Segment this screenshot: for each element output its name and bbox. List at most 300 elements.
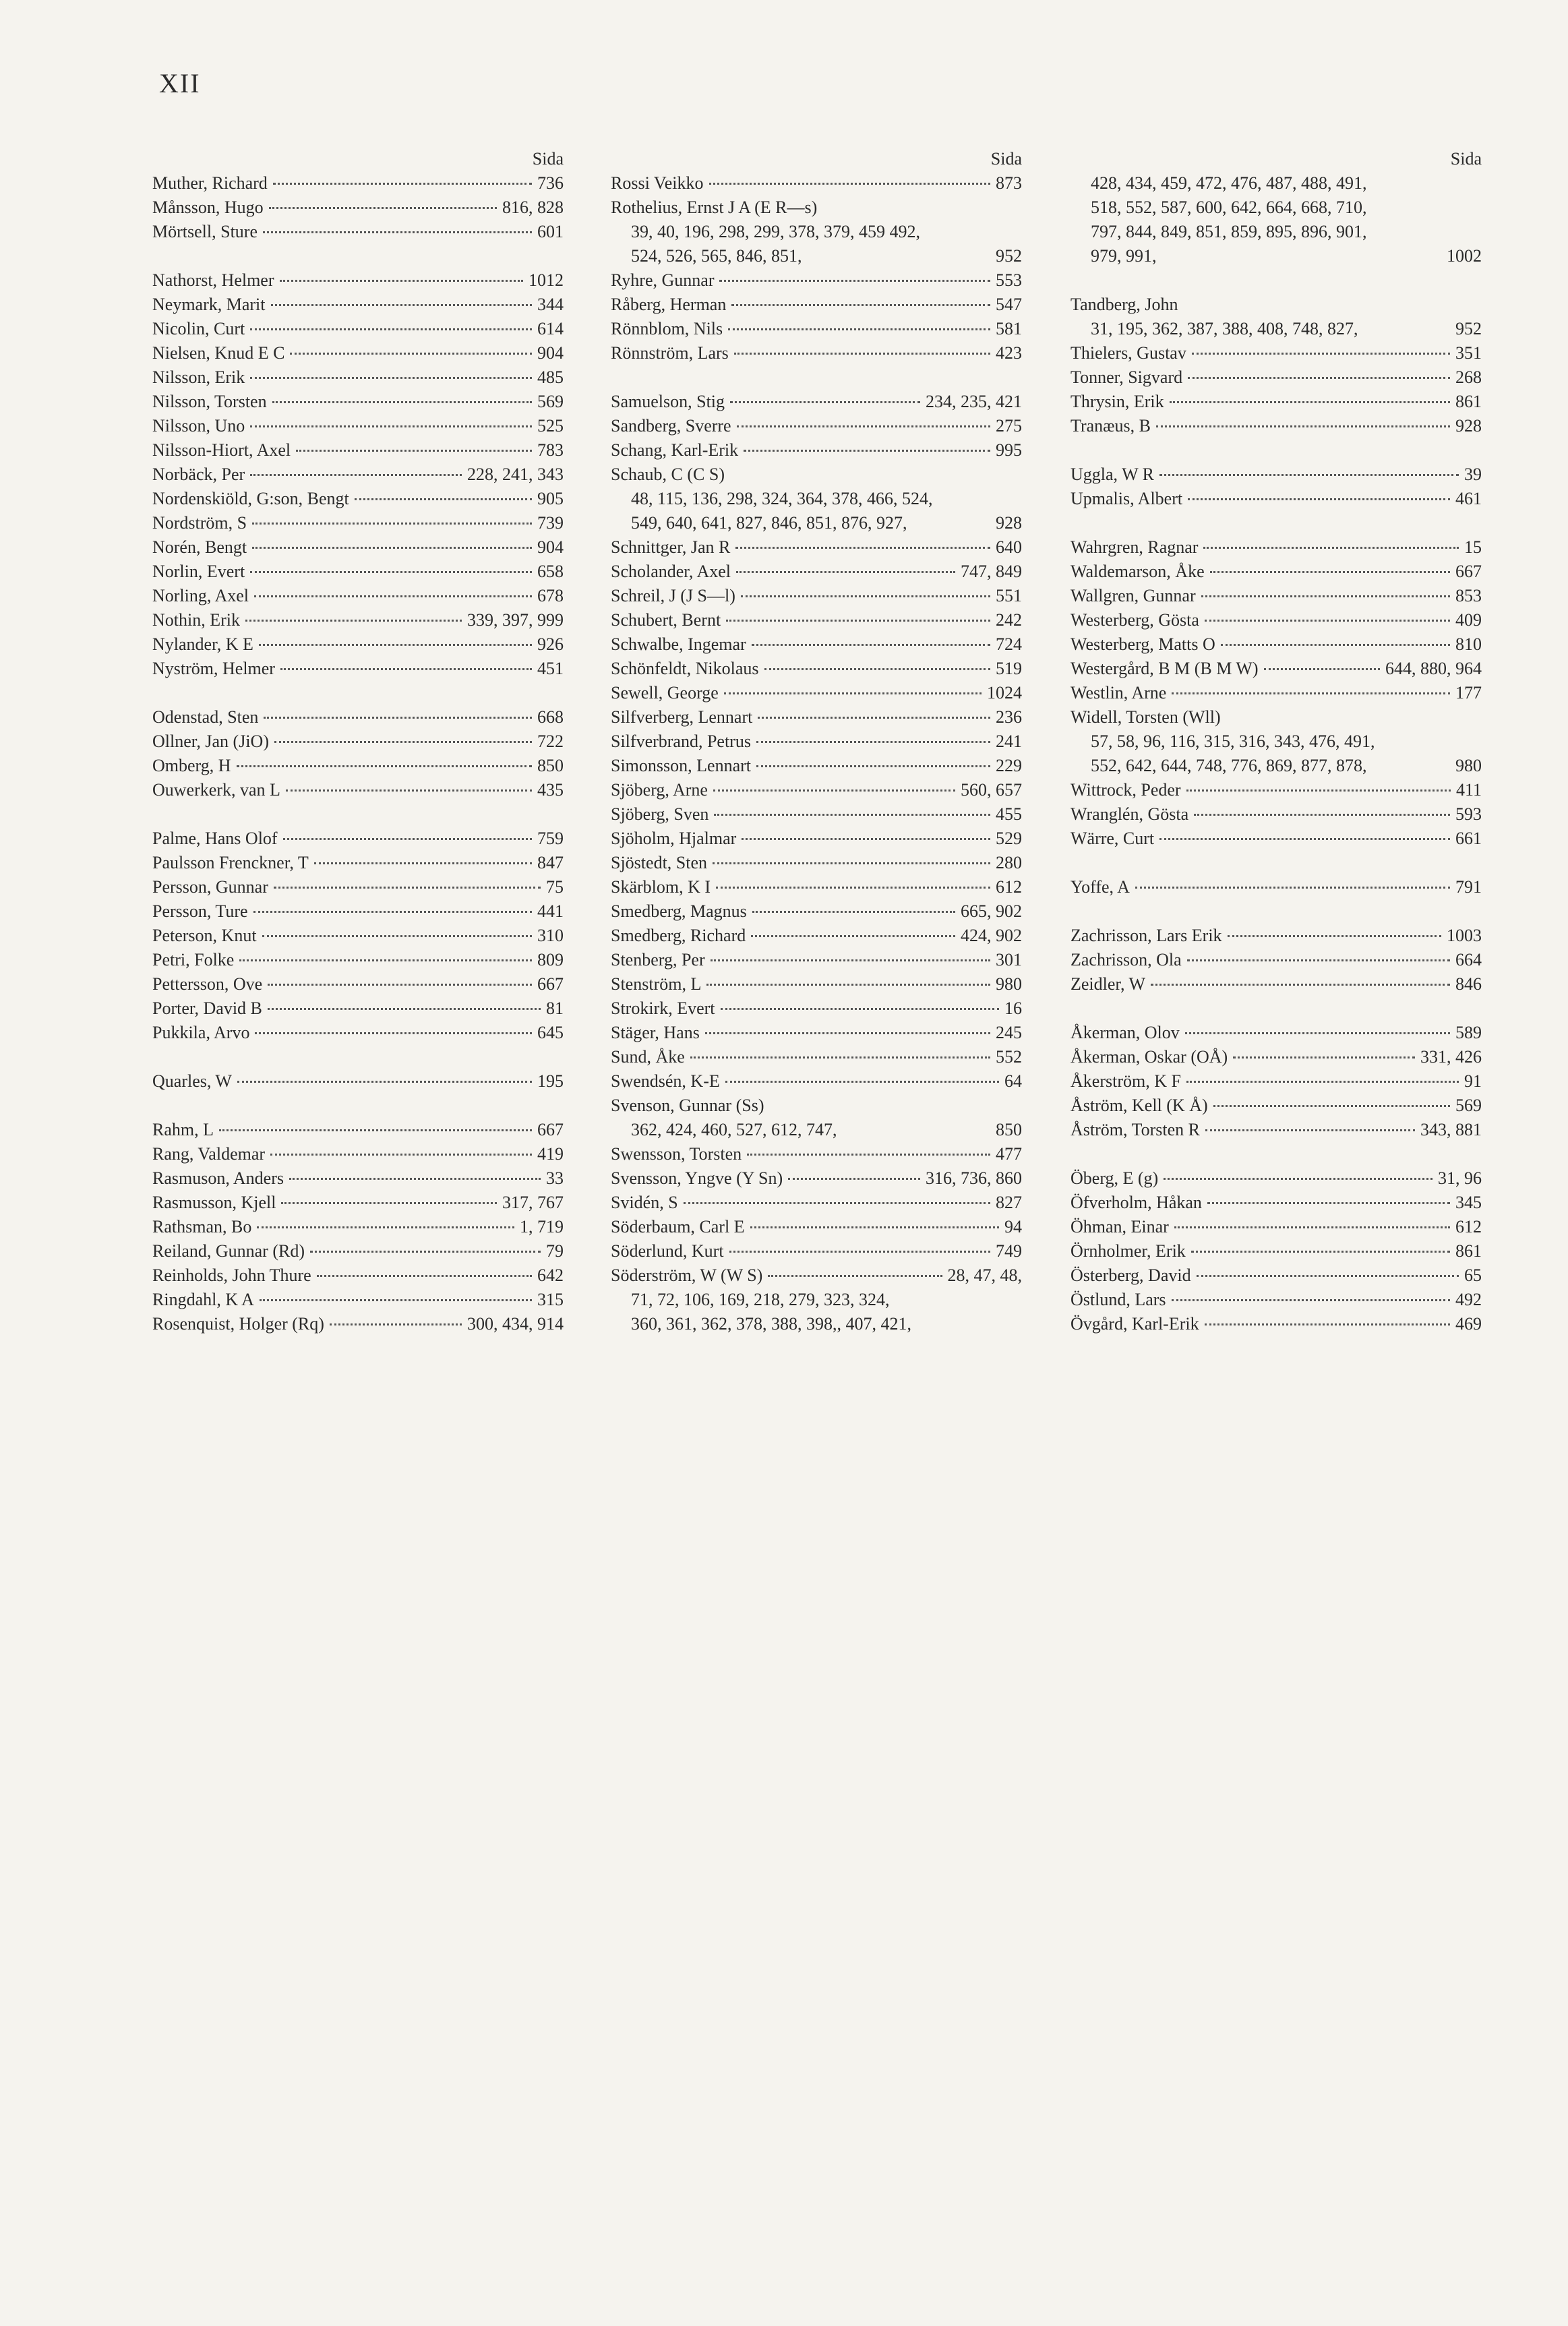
entry-name: Nathorst, Helmer	[152, 270, 274, 290]
dot-leader	[716, 886, 990, 889]
index-entry	[1071, 681, 1482, 705]
entry-pages: 747, 849	[961, 562, 1022, 581]
dot-leader	[713, 789, 955, 792]
entry-pages: 667	[537, 974, 564, 994]
index-entry	[611, 1045, 1022, 1069]
dot-leader	[355, 498, 532, 500]
index-entry	[611, 317, 1022, 341]
entry-pages: 469	[1455, 1314, 1482, 1334]
entry-pages: 642	[537, 1265, 564, 1285]
dot-leader	[1164, 1177, 1433, 1180]
entry-pages: 827	[996, 1193, 1022, 1212]
entry-pages: 791	[1455, 877, 1482, 897]
index-entry	[611, 171, 1022, 196]
index-entry	[1071, 463, 1482, 487]
section-gap	[611, 365, 1022, 390]
entry-name: Samuelson, Stig	[611, 392, 725, 411]
index-entry	[1071, 778, 1482, 802]
entry-pages: 477	[996, 1144, 1022, 1164]
sida-header: Sida	[990, 149, 1022, 169]
index-entry	[152, 365, 564, 390]
dot-leader	[1174, 1226, 1450, 1228]
dot-leader	[1207, 1201, 1450, 1204]
index-entry	[1071, 827, 1482, 851]
entry-pages: 614	[537, 319, 564, 338]
index-entry	[152, 1215, 564, 1239]
section-gap	[152, 1045, 564, 1069]
entry-pages: 300, 434, 914	[467, 1314, 564, 1334]
entry-name: Persson, Ture	[152, 901, 248, 921]
dot-leader	[219, 1129, 532, 1131]
entry-name: Rönnblom, Nils	[611, 319, 723, 338]
entry-name: Smedberg, Magnus	[611, 901, 747, 921]
entry-name: Schubert, Bernt	[611, 610, 721, 630]
dot-leader	[237, 765, 532, 767]
dot-leader	[768, 1274, 942, 1277]
dot-leader	[250, 473, 462, 476]
index-entry	[1071, 535, 1482, 560]
entry-name: Westerberg, Gösta	[1071, 610, 1199, 630]
dot-leader	[1197, 1274, 1459, 1277]
dot-leader	[274, 886, 541, 889]
index-entry	[152, 487, 564, 511]
dot-leader	[744, 449, 990, 452]
index-entry	[611, 584, 1022, 608]
entry-name: Wahrgren, Ragnar	[1071, 537, 1199, 557]
index-entry	[152, 1263, 564, 1288]
index-entry	[152, 705, 564, 729]
entry-name: Omberg, H	[152, 756, 231, 775]
dot-leader	[736, 570, 955, 573]
index-entry	[1071, 802, 1482, 827]
dot-leader	[731, 303, 990, 306]
dot-leader	[741, 595, 990, 597]
entry-pages: 310	[537, 926, 564, 945]
entry-name: Åkerström, K F	[1071, 1071, 1181, 1091]
entry-name: Norlin, Evert	[152, 562, 245, 581]
entry-pages: 644, 880, 964	[1385, 659, 1482, 678]
index-entry	[611, 899, 1022, 924]
dot-leader	[254, 595, 532, 597]
index-entry	[1071, 875, 1482, 899]
entry-pages: 280	[996, 853, 1022, 872]
dot-leader	[270, 1153, 532, 1156]
entry-name: Widell, Torsten (Wll)	[1071, 707, 1221, 727]
index-entry-continuation	[611, 511, 1022, 535]
continuation-final-page: 1002	[1447, 246, 1482, 266]
entry-pages: 79	[546, 1241, 564, 1261]
dot-leader	[752, 643, 990, 646]
dot-leader	[280, 667, 532, 670]
entry-pages: 39	[1464, 465, 1482, 484]
dot-leader	[1185, 1032, 1450, 1034]
entry-pages: 435	[537, 780, 564, 800]
dot-leader	[1210, 570, 1450, 573]
entry-pages: 667	[1455, 562, 1482, 581]
entry-name: Stenberg, Per	[611, 950, 705, 970]
entry-name: Ouwerkerk, van L	[152, 780, 280, 800]
entry-pages: 560, 657	[961, 780, 1022, 800]
index-entry	[152, 899, 564, 924]
continuation-pages: 518, 552, 587, 600, 642, 664, 668, 710,	[1091, 198, 1367, 217]
index-entry	[152, 948, 564, 972]
index-entry	[1071, 584, 1482, 608]
index-entry	[611, 1215, 1022, 1239]
entry-name: Simonsson, Lennart	[611, 756, 751, 775]
entry-pages: 275	[996, 416, 1022, 436]
entry-name: Pukkila, Arvo	[152, 1023, 250, 1042]
index-entry	[611, 1191, 1022, 1215]
index-entry	[611, 729, 1022, 754]
continuation-pages: 71, 72, 106, 169, 218, 279, 323, 324,	[631, 1290, 890, 1309]
entry-pages: 228, 241, 343	[467, 465, 564, 484]
entry-name: Råberg, Herman	[611, 295, 727, 314]
entry-pages: 905	[537, 489, 564, 508]
entry-pages: 1012	[529, 270, 564, 290]
index-entry	[1071, 1069, 1482, 1094]
entry-pages: 645	[537, 1023, 564, 1042]
entry-name: Svensson, Yngve (Y Sn)	[611, 1168, 783, 1188]
index-entry-continuation	[611, 244, 1022, 268]
entry-pages: 75	[546, 877, 564, 897]
entry-pages: 344	[537, 295, 564, 314]
index-entry	[1071, 341, 1482, 365]
entry-pages: 81	[546, 998, 564, 1018]
index-entry	[611, 1021, 1022, 1045]
entry-name: Upmalis, Albert	[1071, 489, 1183, 508]
entry-name: Nicolin, Curt	[152, 319, 245, 338]
dot-leader	[1203, 546, 1459, 549]
index-entry	[611, 341, 1022, 365]
index-entry	[611, 463, 1022, 487]
dot-leader	[286, 789, 532, 792]
dot-leader	[250, 425, 532, 427]
index-entry	[1071, 365, 1482, 390]
continuation-pages: 57, 58, 96, 116, 315, 316, 343, 476, 491,	[1091, 732, 1375, 751]
entry-pages: 724	[996, 634, 1022, 654]
entry-pages: 668	[537, 707, 564, 727]
entry-pages: 678	[537, 586, 564, 605]
index-entry	[152, 317, 564, 341]
continuation-final-page: 850	[996, 1120, 1022, 1139]
index-entry	[152, 657, 564, 681]
section-gap	[1071, 438, 1482, 463]
entry-name: Nilsson, Uno	[152, 416, 245, 436]
entry-name: Reinholds, John Thure	[152, 1265, 311, 1285]
entry-pages: 847	[537, 853, 564, 872]
entry-name: Örnholmer, Erik	[1071, 1241, 1186, 1261]
entry-name: Thrysin, Erik	[1071, 392, 1164, 411]
dot-leader	[281, 1201, 497, 1204]
index-entry-continuation	[1071, 171, 1482, 196]
index-entry	[1071, 1045, 1482, 1069]
continuation-final-page: 952	[1455, 319, 1482, 338]
dot-leader	[317, 1274, 532, 1277]
index-entry	[611, 875, 1022, 899]
continuation-pages: 39, 40, 196, 298, 299, 378, 379, 459 492,	[631, 222, 920, 241]
dot-leader	[264, 716, 532, 719]
entry-pages: 926	[537, 634, 564, 654]
index-entry	[1071, 657, 1482, 681]
index-entry	[611, 414, 1022, 438]
entry-name: Zachrisson, Lars Erik	[1071, 926, 1222, 945]
entry-pages: 739	[537, 513, 564, 533]
dot-leader	[253, 910, 532, 913]
index-entry	[1071, 924, 1482, 948]
entry-pages: 195	[537, 1071, 564, 1091]
dot-leader	[296, 449, 532, 452]
dot-leader	[725, 1080, 999, 1083]
index-entry-continuation	[1071, 220, 1482, 244]
index-column-1	[152, 147, 564, 1336]
dot-leader	[764, 667, 990, 670]
entry-pages: 525	[537, 416, 564, 436]
index-entry	[611, 560, 1022, 584]
index-entry	[611, 681, 1022, 705]
entry-name: Persson, Gunnar	[152, 877, 268, 897]
entry-name: Sewell, George	[611, 683, 719, 703]
entry-name: Nilsson-Hiort, Axel	[152, 440, 291, 460]
entry-pages: 229	[996, 756, 1022, 775]
entry-pages: 850	[537, 756, 564, 775]
dot-leader	[1228, 934, 1441, 937]
entry-pages: 343, 881	[1420, 1120, 1482, 1139]
entry-name: Sjöberg, Arne	[611, 780, 708, 800]
index-entry	[1071, 390, 1482, 414]
entry-pages: 736	[537, 173, 564, 193]
entry-name: Zachrisson, Ola	[1071, 950, 1182, 970]
entry-pages: 551	[996, 586, 1022, 605]
entry-pages: 873	[996, 173, 1022, 193]
dot-leader	[1221, 643, 1450, 646]
entry-name: Porter, David B	[152, 998, 262, 1018]
entry-pages: 904	[537, 343, 564, 363]
entry-name: Nylander, K E	[152, 634, 253, 654]
entry-name: Rathsman, Bo	[152, 1217, 252, 1236]
dot-leader	[724, 692, 982, 694]
index-entry-continuation	[1071, 754, 1482, 778]
dot-leader	[713, 862, 990, 864]
index-entry	[152, 1191, 564, 1215]
dot-leader	[706, 983, 990, 986]
index-entry	[152, 196, 564, 220]
index-entry	[1071, 414, 1482, 438]
entry-pages: 411	[1455, 780, 1482, 800]
dot-leader	[737, 425, 990, 427]
dot-leader	[714, 813, 990, 816]
index-entry	[152, 608, 564, 632]
entry-pages: 612	[1455, 1217, 1482, 1236]
entry-pages: 485	[537, 367, 564, 387]
entry-name: Åkerman, Olov	[1071, 1023, 1180, 1042]
entry-pages: 245	[996, 1023, 1022, 1042]
dot-leader	[280, 279, 523, 282]
entry-name: Söderlund, Kurt	[611, 1241, 724, 1261]
entry-name: Norling, Axel	[152, 586, 249, 605]
entry-pages: 783	[537, 440, 564, 460]
index-entry	[1071, 1263, 1482, 1288]
entry-name: Öberg, E (g)	[1071, 1168, 1159, 1188]
entry-pages: 661	[1455, 829, 1482, 848]
index-entry	[152, 1021, 564, 1045]
section-gap	[152, 244, 564, 268]
dot-leader	[1233, 1056, 1415, 1058]
entry-pages: 409	[1455, 610, 1482, 630]
entry-pages: 339, 397, 999	[467, 610, 564, 630]
index-entry	[152, 1312, 564, 1336]
dot-leader	[268, 1007, 541, 1010]
entry-pages: 16	[1004, 998, 1022, 1018]
index-entry	[152, 438, 564, 463]
entry-pages: 1003	[1447, 926, 1482, 945]
entry-pages: 658	[537, 562, 564, 581]
entry-pages: 904	[537, 537, 564, 557]
entry-pages: 846	[1455, 974, 1482, 994]
dot-leader	[260, 1299, 532, 1301]
dot-leader	[273, 182, 532, 185]
index-entry	[152, 1142, 564, 1166]
entry-name: Övgård, Karl-Erik	[1071, 1314, 1199, 1334]
continuation-pages: 524, 526, 565, 846, 851,	[631, 246, 802, 266]
entry-pages: 441	[537, 901, 564, 921]
entry-name: Tandberg, John	[1071, 295, 1178, 314]
section-gap	[1071, 899, 1482, 924]
index-entry	[1071, 948, 1482, 972]
dot-leader	[1205, 1323, 1450, 1325]
dot-leader	[262, 934, 532, 937]
entry-name: Sjöstedt, Sten	[611, 853, 708, 872]
index-entry	[152, 220, 564, 244]
dot-leader	[1188, 498, 1450, 500]
dot-leader	[257, 1226, 514, 1228]
index-entry	[152, 1069, 564, 1094]
index-entry-continuation	[1071, 729, 1482, 754]
index-entry	[152, 827, 564, 851]
dot-leader	[705, 1032, 990, 1034]
entry-name: Månsson, Hugo	[152, 198, 264, 217]
entry-pages: 28, 47, 48,	[947, 1265, 1022, 1285]
entry-name: Wärre, Curt	[1071, 829, 1155, 848]
section-gap	[152, 681, 564, 705]
entry-name: Schwalbe, Ingemar	[611, 634, 746, 654]
entry-pages: 177	[1455, 683, 1482, 703]
entry-name: Petri, Folke	[152, 950, 235, 970]
index-entry-continuation	[611, 1118, 1022, 1142]
entry-name: Muther, Richard	[152, 173, 268, 193]
entry-pages: 241	[996, 732, 1022, 751]
index-entry	[1071, 1094, 1482, 1118]
entry-name: Mörtsell, Sture	[152, 222, 258, 241]
index-entry	[1071, 487, 1482, 511]
dot-leader	[1205, 1129, 1415, 1131]
dot-leader	[756, 765, 990, 767]
entry-name: Nordenskiöld, G:son, Bengt	[152, 489, 349, 508]
index-entry	[152, 1118, 564, 1142]
entry-pages: 351	[1455, 343, 1482, 363]
entry-name: Silfverbrand, Petrus	[611, 732, 751, 751]
entry-pages: 759	[537, 829, 564, 848]
index-entry	[611, 657, 1022, 681]
dot-leader	[272, 400, 532, 403]
dot-leader	[752, 910, 955, 913]
dot-leader	[728, 328, 990, 330]
entry-pages: 331, 426	[1420, 1047, 1482, 1067]
dot-leader	[290, 352, 532, 355]
index-entry	[611, 1239, 1022, 1263]
dot-leader	[1194, 813, 1450, 816]
entry-name: Westlin, Arne	[1071, 683, 1167, 703]
section-gap	[1071, 996, 1482, 1021]
index-entry	[611, 293, 1022, 317]
section-gap	[1071, 511, 1482, 535]
entry-pages: 665, 902	[961, 901, 1022, 921]
entry-pages: 242	[996, 610, 1022, 630]
entry-name: Ollner, Jan (JiO)	[152, 732, 269, 751]
entry-name: Swendsén, K-E	[611, 1071, 720, 1091]
dot-leader	[252, 522, 532, 525]
entry-name: Rothelius, Ernst J A (E R—s)	[611, 198, 818, 217]
index-entry	[611, 802, 1022, 827]
dot-leader	[250, 570, 532, 573]
entry-pages: 15	[1464, 537, 1482, 557]
dot-leader	[271, 303, 532, 306]
index-entry	[1071, 972, 1482, 996]
dot-leader	[314, 862, 532, 864]
index-entry	[152, 875, 564, 899]
dot-leader	[1264, 667, 1380, 670]
continuation-pages: 362, 424, 460, 527, 612, 747,	[631, 1120, 837, 1139]
entry-name: Wallgren, Gunnar	[1071, 586, 1196, 605]
index-entry	[1071, 560, 1482, 584]
dot-leader	[250, 328, 532, 330]
dot-leader	[747, 1153, 990, 1156]
index-entry	[152, 268, 564, 293]
index-entry	[1071, 293, 1482, 317]
index-entry	[611, 608, 1022, 632]
index-entry	[1071, 1021, 1482, 1045]
index-column-2	[611, 147, 1022, 1336]
index-entry	[152, 972, 564, 996]
index-entry	[611, 754, 1022, 778]
dot-leader	[709, 182, 991, 185]
index-entry	[1071, 1166, 1482, 1191]
entry-name: Svidén, S	[611, 1193, 678, 1212]
entry-pages: 424, 902	[961, 926, 1022, 945]
entry-name: Ringdahl, K A	[152, 1290, 254, 1309]
index-entry	[611, 851, 1022, 875]
dot-leader	[1172, 1299, 1450, 1301]
entry-name: Rahm, L	[152, 1120, 214, 1139]
dot-leader	[1186, 1080, 1459, 1083]
entry-pages: 65	[1464, 1265, 1482, 1285]
entry-pages: 236	[996, 707, 1022, 727]
index-entry	[152, 171, 564, 196]
entry-pages: 810	[1455, 634, 1482, 654]
index-entry	[611, 827, 1022, 851]
index-entry	[1071, 1191, 1482, 1215]
entry-name: Schönfeldt, Nikolaus	[611, 659, 759, 678]
index-entry	[152, 1239, 564, 1263]
entry-name: Ryhre, Gunnar	[611, 270, 715, 290]
index-entry	[611, 1069, 1022, 1094]
index-entry	[611, 196, 1022, 220]
index-entry	[1071, 705, 1482, 729]
index-entry	[1071, 1288, 1482, 1312]
entry-name: Svenson, Gunnar (Ss)	[611, 1096, 764, 1115]
entry-name: Smedberg, Richard	[611, 926, 746, 945]
continuation-pages: 797, 844, 849, 851, 859, 895, 896, 901,	[1091, 222, 1367, 241]
entry-pages: 749	[996, 1241, 1022, 1261]
